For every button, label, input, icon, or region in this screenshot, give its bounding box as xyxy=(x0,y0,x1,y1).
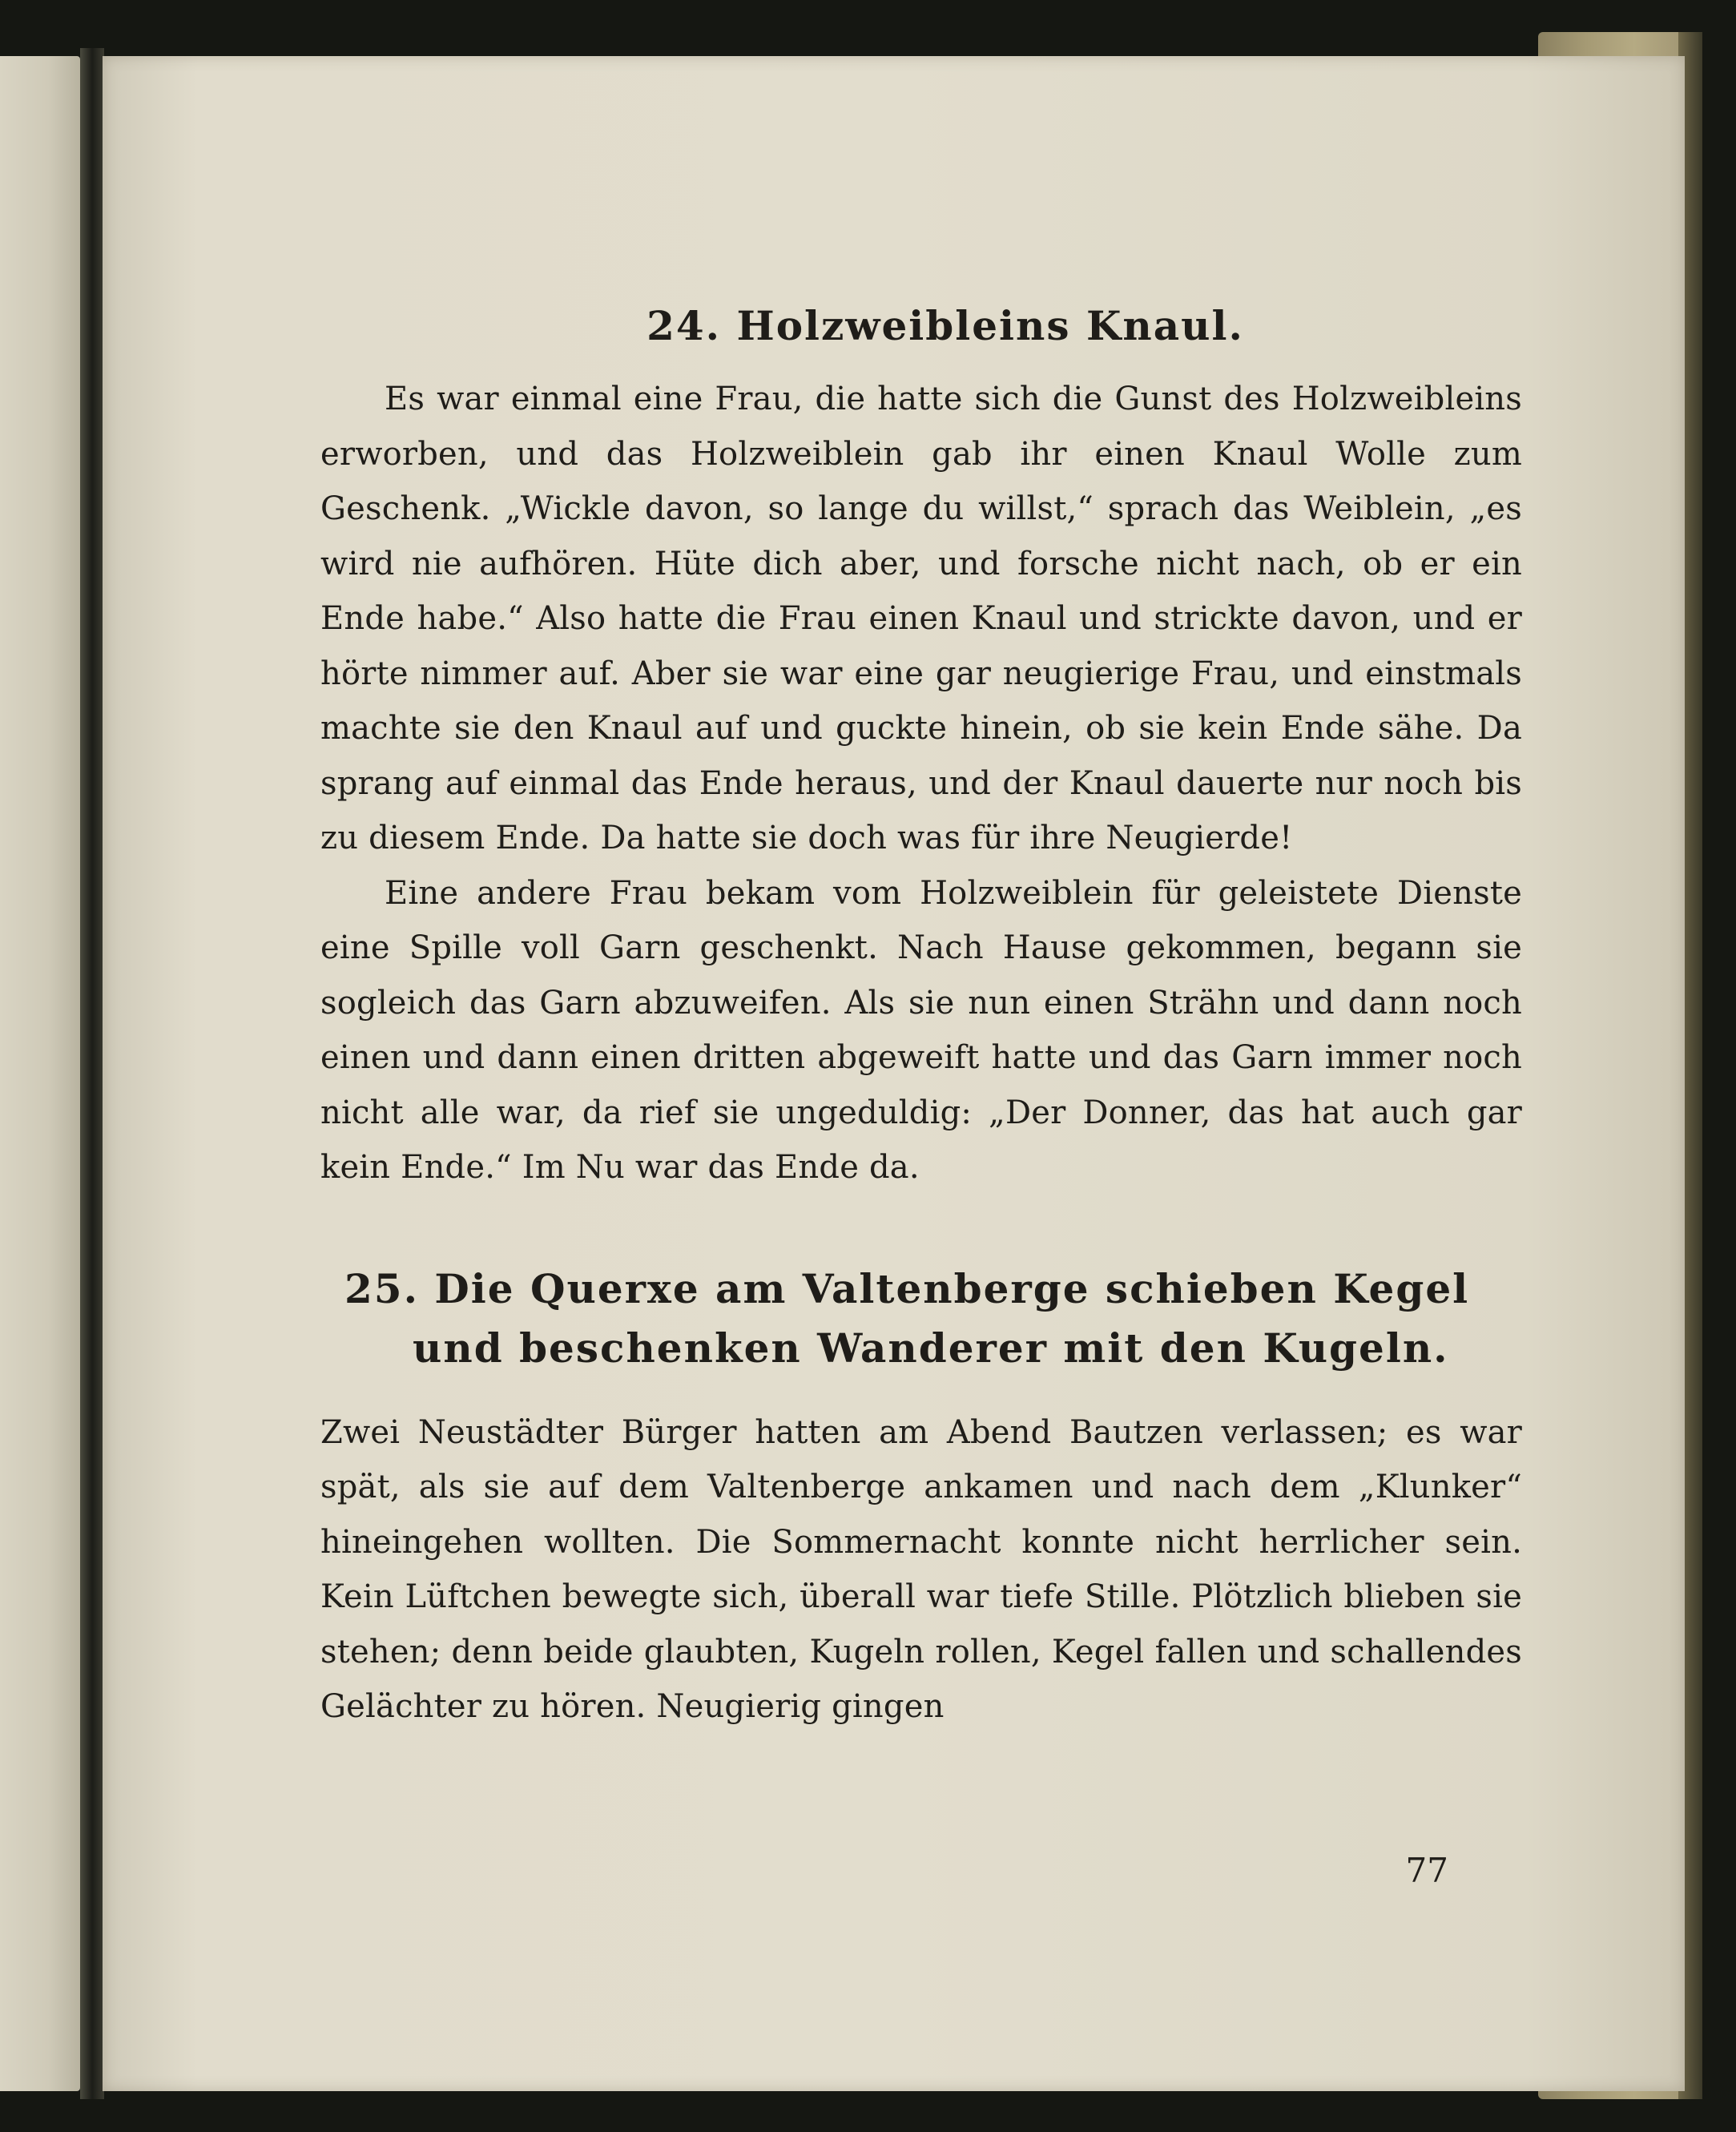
book-page xyxy=(103,56,1685,2091)
paragraph: Zwei Neustädter Bürger hatten am Abend Bautzen verlassen; es war spät, als sie auf dem Valtenberge ankamen und nach dem „Klunker“ hineingehen wollten. Die Sommernacht konnte nicht herrlicher sein. Kein Lüftchen bewegte sich, überall war tiefe Stille. Plötzlich blieben sie stehen; denn beide glaubten, Kugeln rollen, Kegel fallen und schallendes Gelächter zu hören. Neugierig gingen xyxy=(320,1413,1522,1725)
section-title-25-line1: 25. Die Querxe am Valtenberge schieben Kegel xyxy=(344,1264,1470,1312)
paragraph: Es war einmal eine Frau, die hatte sich die Gunst des Holzweibleins erworben, und das Holzweiblein gab ihr einen Knaul Wolle zum Geschenk. „Wickle davon, so lange du willst,“ sprach das Weiblein, „es wird nie aufhören. Hüte dich aber, und forsche nicht nach, ob er ein Ende habe.“ Also hatte die Frau einen Knaul und strickte davon, und er hörte nimmer auf. Aber sie war eine gar neugierige Frau, und einstmals machte sie den Knaul auf und guckte hinein, ob sie kein Ende sähe. Da sprang auf einmal das Ende heraus, und der Knaul dauerte nur noch bis zu diesem Ende. Da hatte sie doch was für ihre Neugierde! xyxy=(320,381,1522,856)
section-title-25-line2: und beschenken Wanderer mit den Kugeln. xyxy=(413,1324,1449,1372)
page-text xyxy=(320,296,1522,1735)
paragraph: Eine andere Frau bekam vom Holzweiblein für geleistete Dienste eine Spille voll Garn geschenkt. Nach Hause gekommen, begann sie sogleich das Garn abzuweifen. Als sie nun einen Strähn und dann noch einen und dann einen dritten abgeweift hatte und das Garn immer noch nicht alle war, da rief sie ungeduldig: „Der Donner, das hat auch gar kein Ende.“ Im Nu war das Ende da. xyxy=(320,874,1522,1186)
section-title-25 xyxy=(320,1259,1522,1378)
page-number: 77 xyxy=(1405,1851,1448,1890)
book-gutter xyxy=(80,48,104,2099)
previous-page-edge xyxy=(0,56,80,2091)
section-title-24: 24. Holzweibleins Knaul. xyxy=(646,302,1244,349)
